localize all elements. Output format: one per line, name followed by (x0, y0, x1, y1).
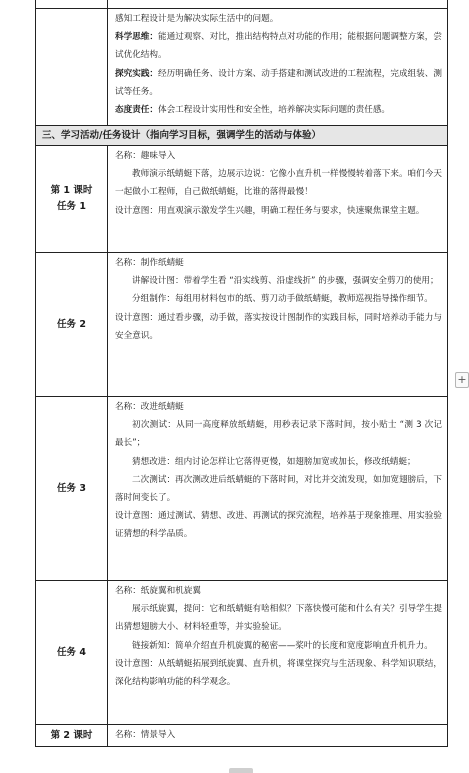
task-content-cell (108, 581, 448, 725)
table-row (36, 581, 448, 725)
science-text: 能通过观察、对比，推出结构特点对功能的作用；能根据问题调整方案，尝试优化结构。 (115, 32, 442, 61)
inquiry-practice (115, 65, 442, 101)
task-content-cell (108, 725, 448, 747)
task-content-cell (108, 397, 448, 581)
task-content-cell (108, 253, 448, 397)
table-row (36, 146, 448, 253)
task-paragraph: 链接新知：简单介绍直升机旋翼的秘密——桨叶的长度和宽度影响直升机升力。 (132, 640, 433, 651)
task-paragraph: 初次测试：从同一高度释放纸蜻蜓，用秒表记录下落时间，按小贴士 “测 3 次记最长”； (115, 420, 442, 449)
task-paragraph: 展示纸旋翼，提问：它和纸蜻蜓有啥相似？下落快慢可能和什么有关？引导学生提出猜想翅膀大小、材料轻重等，并实验验证。 (115, 604, 442, 633)
add-row-icon[interactable]: + (455, 372, 469, 388)
science-label: 科学思维： (115, 32, 159, 43)
task-label-cell (36, 397, 108, 581)
period-label: 第 2 课时 (50, 729, 93, 741)
design-intent: 设计意图：通过测试、猜想、改进、再测试的探究流程，培养基于现象推理、用实验验证猜想的科学品质。 (115, 511, 442, 540)
table-border-line (35, 0, 36, 8)
attitude-text: 体会工程设计实用性和安全性，培养解决实际问题的责任感。 (157, 105, 391, 116)
practice-text: 经历明确任务、设计方案、动手搭建和测试改进的工程流程，完成组装、测试等任务。 (115, 68, 442, 97)
table-border-line (447, 0, 448, 8)
task-paragraph: 分组制作：每组用材料包市的纸、剪刀动手做纸蜻蜓，教师巡视指导操作细节。 (132, 294, 433, 305)
practice-label: 探究实践： (115, 68, 159, 79)
task-paragraph: 讲解设计图：带着学生看 “沿实线剪、沿虚线折” 的步骤，强调安全剪刀的使用； (132, 276, 439, 287)
task-label-cell (36, 725, 108, 747)
table-row (36, 725, 448, 747)
task-paragraph: 二次测试：再次测改进后纸蜻蜓的下落时间，对比并交流发现，如加宽翅膀后，下落时间变长了。 (115, 474, 442, 504)
section-title-text: 三、学习活动/任务设计 (42, 130, 141, 141)
design-intent: 设计意图：用直观演示激发学生兴趣，明确工程任务与要求，快速聚焦课堂主题。 (115, 205, 425, 216)
table-border-line (107, 0, 108, 8)
page-scroll-handle[interactable] (229, 768, 253, 773)
task-name: 名称：情景导入 (115, 730, 176, 740)
period-label: 第 1 课时 (50, 185, 93, 196)
goals-left-cell (36, 9, 108, 126)
task-label: 任务 2 (57, 318, 86, 330)
task-label: 任务 4 (57, 646, 86, 658)
goals-cell (108, 9, 448, 126)
table-row (36, 9, 448, 126)
task-paragraph: 猜想改进：组内讨论怎样让它落得更慢，如翅膀加宽或加长，修改纸蜻蜓； (132, 456, 416, 467)
task-name: 名称：纸旋翼和机旋翼 (115, 586, 201, 596)
task-label-cell (36, 581, 108, 725)
section-title (36, 126, 448, 146)
task-name: 名称：制作纸蜻蜓 (115, 258, 184, 268)
section-header-row (36, 126, 448, 146)
section-note: （指向学习目标，强调学生的活动与体验） (140, 130, 321, 141)
design-intent: 设计意图：从纸蜻蜓拓展到纸旋翼、直升机，将课堂探究与生活现象、科学知识联结，深化结构影响功能的科学观念。 (115, 658, 442, 688)
table-row (36, 397, 448, 581)
design-intent: 设计意图：通过看步骤，动手做，落实按设计图制作的实践目标，同时培养动手能力与安全意识。 (115, 312, 442, 341)
attitude-label: 态度责任： (115, 105, 158, 116)
task-label: 任务 3 (57, 482, 86, 494)
task-paragraph: 教师演示纸蜻蜓下落，边展示边说：它像小直升机一样慢慢转着落下来。咱们今天一起做小工程师，自己做纸蜻蜓，比谁的落得最慢！ (115, 169, 442, 198)
task-label: 任务 1 (57, 201, 86, 212)
task-name: 名称：趣味导入 (115, 151, 176, 161)
goals-line: 感知工程设计是为解决实际生活中的问题。 (115, 14, 279, 24)
task-name: 名称：改进纸蜻蜓 (115, 402, 184, 412)
task-label-cell (36, 253, 108, 397)
attitude-responsibility (115, 101, 442, 119)
lesson-plan-table (35, 8, 448, 747)
science-thinking (115, 28, 442, 64)
task-label-cell (36, 146, 108, 253)
task-content-cell (108, 146, 448, 253)
table-row (36, 253, 448, 397)
